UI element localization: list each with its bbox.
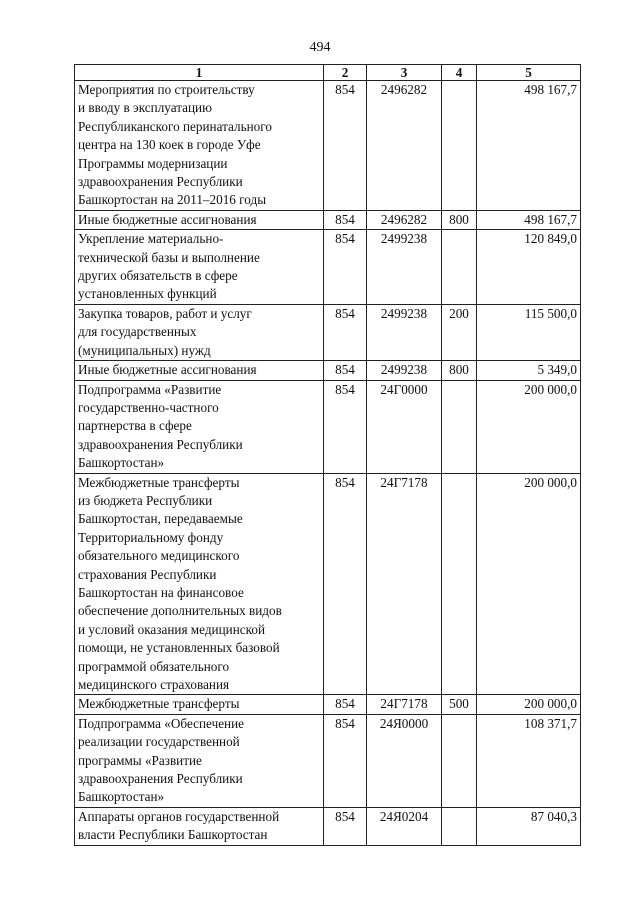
amount-cell: 115 500,0 [477, 304, 581, 360]
target-article-cell: 24Я0000 [367, 714, 442, 807]
ministry-code-cell: 854 [324, 473, 367, 695]
amount-cell: 498 167,7 [477, 81, 581, 211]
ministry-code-cell: 854 [324, 361, 367, 380]
ministry-code-cell: 854 [324, 714, 367, 807]
ministry-code-cell: 854 [324, 304, 367, 360]
expense-type-cell: 200 [442, 304, 477, 360]
row-name-cell: Закупка товаров, работ и услуг для государственных (муниципальных) нужд [75, 304, 324, 360]
row-name-cell: Межбюджетные трансферты [75, 695, 324, 714]
expense-type-cell: 500 [442, 695, 477, 714]
header-col-3: 3 [367, 65, 442, 81]
row-name-cell: Межбюджетные трансферты из бюджета Республики Башкортостан, передаваемые Территориальному фонду обязательного медицинского страхования Республики Башкортостан на финансовое обеспечение дополнительных видов и условий оказания медицинской помощи, не установленных базовой программой обязательного медицинского страхования [75, 473, 324, 695]
amount-cell: 87 040,3 [477, 807, 581, 845]
ministry-code-cell: 854 [324, 695, 367, 714]
expense-type-cell: 800 [442, 210, 477, 229]
table-body [75, 81, 581, 846]
table-row [75, 807, 581, 845]
expense-type-cell [442, 473, 477, 695]
expense-type-cell: 800 [442, 361, 477, 380]
header-col-5: 5 [477, 65, 581, 81]
row-name-cell: Мероприятия по строительству и вводу в эксплуатацию Республиканского перинатального центра на 130 коек в городе Уфе Программы модернизации здравоохранения Республики Башкортостан на 2011–2016 годы [75, 81, 324, 211]
target-article-cell: 24Г7178 [367, 473, 442, 695]
target-article-cell: 2496282 [367, 210, 442, 229]
table-row [75, 361, 581, 380]
table-row [75, 230, 581, 305]
target-article-cell: 24Г7178 [367, 695, 442, 714]
page-number: 494 [309, 40, 331, 55]
table-row [75, 304, 581, 360]
target-article-cell: 2499238 [367, 230, 442, 305]
row-name-cell: Подпрограмма «Обеспечение реализации государственной программы «Развитие здравоохранения Республики Башкортостан» [75, 714, 324, 807]
table-row [75, 81, 581, 211]
header-col-4: 4 [442, 65, 477, 81]
amount-cell: 120 849,0 [477, 230, 581, 305]
ministry-code-cell: 854 [324, 210, 367, 229]
target-article-cell: 2496282 [367, 81, 442, 211]
table-row [75, 714, 581, 807]
target-article-cell: 24Я0204 [367, 807, 442, 845]
expense-type-cell [442, 380, 477, 473]
ministry-code-cell: 854 [324, 230, 367, 305]
expense-type-cell [442, 807, 477, 845]
table-row [75, 695, 581, 714]
row-name-cell: Иные бюджетные ассигнования [75, 210, 324, 229]
table-row [75, 473, 581, 695]
row-name-cell: Подпрограмма «Развитие государственно-частного партнерства в сфере здравоохранения Республики Башкортостан» [75, 380, 324, 473]
expense-type-cell [442, 714, 477, 807]
row-name-cell: Аппараты органов государственной власти Республики Башкортостан [75, 807, 324, 845]
amount-cell: 5 349,0 [477, 361, 581, 380]
amount-cell: 200 000,0 [477, 695, 581, 714]
target-article-cell: 2499238 [367, 361, 442, 380]
table-row [75, 380, 581, 473]
amount-cell: 108 371,7 [477, 714, 581, 807]
header-col-2: 2 [324, 65, 367, 81]
expense-type-cell [442, 230, 477, 305]
expense-type-cell [442, 81, 477, 211]
ministry-code-cell: 854 [324, 807, 367, 845]
target-article-cell: 24Г0000 [367, 380, 442, 473]
amount-cell: 200 000,0 [477, 380, 581, 473]
header-col-1: 1 [75, 65, 324, 81]
table-header-row [75, 65, 581, 81]
ministry-code-cell: 854 [324, 380, 367, 473]
ministry-code-cell: 854 [324, 81, 367, 211]
row-name-cell: Укрепление материально- технической базы и выполнение других обязательств в сфере установленных функций [75, 230, 324, 305]
target-article-cell: 2499238 [367, 304, 442, 360]
row-name-cell: Иные бюджетные ассигнования [75, 361, 324, 380]
table-row [75, 210, 581, 229]
amount-cell: 498 167,7 [477, 210, 581, 229]
budget-table [74, 64, 581, 846]
amount-cell: 200 000,0 [477, 473, 581, 695]
